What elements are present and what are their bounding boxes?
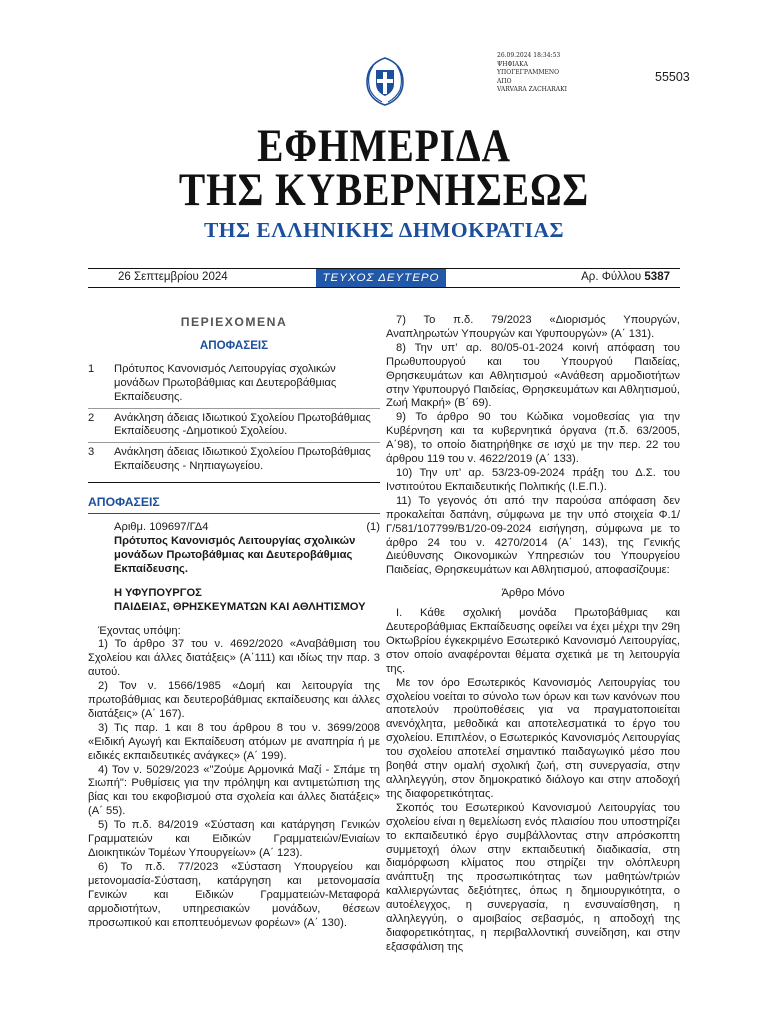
decision-reference: [88, 521, 380, 535]
article-paragraph: Ι. Κάθε σχολική μονάδα Πρωτοβάθμιας και Δευτεροβάθμιας Εκπαίδευσης οφείλει να έχει μέχρι την 29η Οκτωβρίου έγκεκριμένο Εσωτερικό Κανονισμό Λειτουργίας, στον οποίο αναφέρονται θέματα σχετικά με τη λειτουργία της.: [386, 607, 680, 675]
recital-paragraph: 8) Την υπ’ αρ. 80/05-01-2024 κοινή απόφαση του Πρωθυπουργού και του Υπουργού Παιδείας, Θρησκευμάτων και Αθλητισμού «Ανάθεση αρμοδιοτήτων στην Υφυπουργό Παιδείας, Θρησκευμάτων και Αθλητισμού, Ζωή Μακρή» (Β΄ 69).: [386, 341, 680, 410]
article-heading: Άρθρο Μόνο: [501, 587, 565, 600]
signature-line: 26.09.2024 18:34:53: [497, 52, 561, 59]
issue-label: ΤΕΥΧΟΣ ΔΕΥΤΕΡΟ: [316, 269, 446, 287]
recital-paragraph: 3) Τις παρ. 1 και 8 του άρθρου 8 του ν. 3699/2008 «Ειδική Αγωγή και Εκπαίδευση ατόμων με αναπηρία ή με ειδικές εκπαιδευτικές ανάγκες» (Α΄ 199).: [88, 721, 380, 762]
recital-paragraph: 5) Το π.δ. 84/2019 «Σύσταση και κατάργηση Γενικών Γραμματειών και Ειδικών Γραμματειών/Ενιαίων Διοικητικών Τομέων Υπουργείων» (Α΄ 123).: [88, 819, 380, 859]
authority-title: [88, 587, 380, 615]
contents-item[interactable]: [88, 360, 380, 408]
article-paragraph: Με τον όρο Εσωτερικός Κανονισμός Λειτουργίας του σχολείου νοείται το σύνολο των όρων και των κανόνων που αποτελούν προϋποθέσεις για να πραγματοποιείται ανενόχλητα, μεθοδικά και αποτελεσματικά το έργο του σχολείου. Επιπλέον, ο Εσωτερικός Κανονισμός Λειτουργίας του σχολείου αποτελεί σημαντικό παιδαγωγικό μέσο που βοηθά στην ομαλή σχολική ζωή, στη συνεργασία, στην αλληλεγγύη, στον δημοκρατικό διάλογο και στην αποδοχή της διαφορετικότητας.: [386, 676, 680, 800]
contents-list: [88, 360, 380, 483]
contents-item-text: Πρότυπος Κανονισμός Λειτουργίας σχολικών μονάδων Πρωτοβάθμιας και Δευτεροβάθμιας Εκπαίδευσης.: [114, 362, 337, 403]
signature-line: ΨΗΦΙΑΚΑ: [497, 60, 528, 68]
sheet-label: Αρ. Φύλλου: [581, 271, 642, 283]
recital-paragraph: 6) Το π.δ. 77/2023 «Σύσταση Υπουργείου και μετονομασία-Σύσταση, κατάργηση και μετονομασία Γενικών και Ειδικών Γραμματειών-Μεταφορά αρμοδιοτήτων, υπηρεσιακών μονάδων, θέσεων προσωπικού και εποπτευόμενων φορέων» (Α΄ 130).: [88, 860, 380, 929]
article-paragraph: Σκοπός του Εσωτερικού Κανονισμού Λειτουργίας του σχολείου είναι η θεμελίωση ενός πλαισίου που υποστηρίζει το εκπαιδευτικό έργο συμβάλλοντας στην απρόσκοπτη συμμετοχή όλων στην εκπαιδευτική διαδικασία, στη διαμόρφωση κλίματος που στηρίζει την ολόπλευρη ανάπτυξη της προσωπικότητας των μαθητών/τριών καλλιεργώντας δεξιότητες, όπως η δημιουργικότητα, ο αυτοέλεγχος, η συνεργασία, η ενσυναίσθηση, η αλληλεγγύη, ο αμοιβαίος σεβασμός, η αποδοχή της διαφορετικότητας, η περιβαλλοντική συνείδηση, και στην εξασφάλιση της: [386, 801, 680, 953]
contents-item[interactable]: [88, 408, 380, 443]
recital-paragraph: 1) Το άρθρο 37 του ν. 4692/2020 «Αναβάθμιση του Σχολείου και άλλες διατάξεις» (Α΄111) και ιδίως την παρ. 3 αυτού.: [88, 638, 380, 679]
recital-paragraph: 9) Το άρθρο 90 του Κώδικα νομοθεσίας για την Κυβέρνηση και τα κυβερνητικά όργανα (π.δ. 63/2005, Α΄98), το οποίο διατηρήθηκε σε ισχύ με την περ. 22 του άρθρου 119 του ν. 4622/2019 (Α΄ 133).: [386, 411, 680, 466]
contents-item-text: Ανάκληση άδειας Ιδιωτικού Σχολείου Πρωτοβάθμιας Εκπαίδευσης -Δημοτικού Σχολείου.: [114, 411, 371, 438]
decisions-heading: ΑΠΟΦΑΣΕΙΣ: [88, 496, 380, 514]
gazette-title: ΕΦΗΜΕΡΙΔΑ: [257, 120, 511, 172]
greek-coat-of-arms-icon: [358, 54, 412, 108]
decision-title: Πρότυπος Κανονισμός Λειτουργίας σχολικών μονάδων Πρωτοβάθμιας και Δευτεροβάθμιας Εκπαίδευσης.: [114, 534, 356, 575]
recital-paragraph: 4) Τον ν. 5029/2023 «"Ζούμε Αρμονικά Μαζί - Σπάμε τη Σιωπή": Ρυθμίσεις για την πρόληψη και αντιμετώπιση της βίας και του εκφοβισμού στα σχολεία και άλλες διατάξεις» (Α΄ 55).: [88, 763, 380, 818]
issue-bar: [88, 268, 680, 288]
decision-index: (1): [366, 521, 380, 534]
authority-line: Η ΥΦΥΠΟΥΡΓΟΣ: [114, 586, 202, 599]
digital-signature-stamp: [497, 52, 567, 95]
recital-paragraph: 10) Την υπ’ αρ. 53/23-09-2024 πράξη του Δ.Σ. του Ινστιτούτου Εκπαιδευτικής Πολιτικής (Ι.Ε.Π.).: [386, 466, 680, 493]
page-number: 55503: [655, 70, 690, 84]
having-regard: Έχοντας υπόψη:: [98, 624, 181, 637]
right-column: [386, 314, 680, 955]
contents-item-number: 2: [88, 411, 95, 424]
contents-item-number: 3: [88, 446, 95, 459]
gazette-title-line2: ΤΗΣ ΚΥΒΕΡΝΗΣΕΩΣ: [178, 164, 590, 216]
sheet-number: [581, 271, 670, 283]
contents-subtitle: ΑΠΟΦΑΣΕΙΣ: [199, 338, 269, 352]
gazette-subtitle: ΤΗΣ ΕΛΛΗΝΙΚΗΣ ΔΗΜΟΚΡΑΤΙΑΣ: [203, 218, 565, 242]
contents-item[interactable]: [88, 442, 380, 477]
contents-title: ΠΕΡΙΕΧΟΜΕΝΑ: [180, 315, 288, 329]
authority-line: ΠΑΙΔΕΙΑΣ, ΘΡΗΣΚΕΥΜΑΤΩΝ ΚΑΙ ΑΘΛΗΤΙΣΜΟΥ: [114, 600, 366, 613]
recital-paragraph: 7) Το π.δ. 79/2023 «Διορισμός Υπουργών, Αναπληρωτών Υπουργών και Υφυπουργών» (Α΄ 131).: [386, 314, 680, 340]
recital-paragraph: 2) Τον ν. 1566/1985 «Δομή και λειτουργία της πρωτοβάθμιας και δευτεροβάθμιας εκπαίδευσης και άλλες διατάξεις» (Α΄ 167).: [88, 680, 380, 720]
decision-ref-number: Αριθμ. 109697/ΓΔ4: [114, 521, 209, 534]
contents-item-text: Ανάκληση άδειας Ιδιωτικού Σχολείου Πρωτοβάθμιας Εκπαίδευσης - Νηπιαγωγείου.: [114, 446, 371, 473]
recital-paragraph: 11) Το γεγονός ότι από την παρούσα απόφαση δεν προκαλείται δαπάνη, σύμφωνα με την υπό στοιχεία Φ.1/Γ/581/107799/Β1/20-09-2024 εισήγηση, σύμφωνα με το άρθρο 24 του ν. 4270/2014 (Α΄ 143), της Γενικής Διεύθυνσης Οικονομικών Υπηρεσιών του Υπουργείου Παιδείας, Θρησκευμάτων και Αθλητισμού, αποφασίζουμε:: [386, 494, 680, 577]
signature-line: VARVARA ZACHARAKI: [497, 86, 567, 94]
left-column: [88, 314, 380, 930]
sheet-number-value: 5387: [644, 271, 670, 283]
signature-line: ΥΠΟΓΕΓΡΑΜΜΕΝΟ: [497, 69, 560, 77]
issue-date: 26 Σεπτεμβρίου 2024: [118, 271, 228, 283]
signature-line: ΑΠΟ: [497, 77, 512, 85]
contents-item-number: 1: [88, 362, 95, 375]
